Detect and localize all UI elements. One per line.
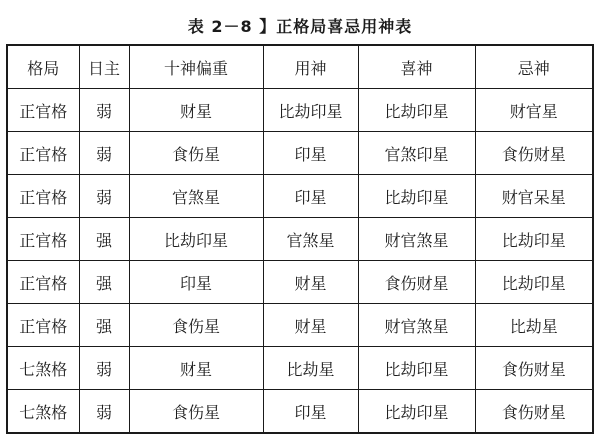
cell-day-master: 弱 bbox=[79, 347, 129, 390]
table-row bbox=[7, 261, 593, 304]
cell-pattern: 正官格 bbox=[7, 218, 79, 261]
cell-unfavorable-god: 食伤财星 bbox=[475, 390, 593, 434]
header-cell-ten-gods-bias: 十神偏重 bbox=[129, 45, 263, 89]
table-row bbox=[7, 347, 593, 390]
cell-useful-god: 财星 bbox=[263, 261, 358, 304]
cell-ten-gods-bias: 食伤星 bbox=[129, 304, 263, 347]
cell-ten-gods-bias: 财星 bbox=[129, 347, 263, 390]
cell-unfavorable-god: 比劫星 bbox=[475, 304, 593, 347]
cell-day-master: 强 bbox=[79, 304, 129, 347]
table-row bbox=[7, 175, 593, 218]
header-cell-favorable-god: 喜神 bbox=[358, 45, 475, 89]
table-row bbox=[7, 132, 593, 175]
table-row bbox=[7, 304, 593, 347]
cell-favorable-god: 比劫印星 bbox=[358, 347, 475, 390]
cell-day-master: 强 bbox=[79, 218, 129, 261]
cell-ten-gods-bias: 财星 bbox=[129, 89, 263, 132]
cell-unfavorable-god: 比劫印星 bbox=[475, 218, 593, 261]
cell-useful-god: 印星 bbox=[263, 132, 358, 175]
cell-ten-gods-bias: 比劫印星 bbox=[129, 218, 263, 261]
cell-favorable-god: 比劫印星 bbox=[358, 175, 475, 218]
cell-favorable-god: 财官煞星 bbox=[358, 218, 475, 261]
cell-favorable-god: 财官煞星 bbox=[358, 304, 475, 347]
header-row bbox=[7, 45, 593, 89]
table-row bbox=[7, 89, 593, 132]
cell-unfavorable-god: 食伤财星 bbox=[475, 347, 593, 390]
cell-useful-god: 印星 bbox=[263, 175, 358, 218]
table-caption: 表 2－8 】正格局喜忌用神表 bbox=[187, 17, 413, 36]
cell-unfavorable-god: 比劫印星 bbox=[475, 261, 593, 304]
cell-useful-god: 比劫印星 bbox=[263, 89, 358, 132]
pattern-table bbox=[6, 44, 594, 434]
table-row bbox=[7, 390, 593, 434]
cell-pattern: 正官格 bbox=[7, 304, 79, 347]
cell-ten-gods-bias: 官煞星 bbox=[129, 175, 263, 218]
cell-pattern: 正官格 bbox=[7, 132, 79, 175]
cell-pattern: 七煞格 bbox=[7, 347, 79, 390]
table-container bbox=[6, 44, 592, 434]
cell-ten-gods-bias: 食伤星 bbox=[129, 132, 263, 175]
cell-useful-god: 官煞星 bbox=[263, 218, 358, 261]
cell-favorable-god: 比劫印星 bbox=[358, 390, 475, 434]
cell-pattern: 七煞格 bbox=[7, 390, 79, 434]
cell-favorable-god: 比劫印星 bbox=[358, 89, 475, 132]
header-cell-unfavorable-god: 忌神 bbox=[475, 45, 593, 89]
cell-favorable-god: 食伤财星 bbox=[358, 261, 475, 304]
cell-useful-god: 印星 bbox=[263, 390, 358, 434]
header-cell-pattern: 格局 bbox=[7, 45, 79, 89]
cell-unfavorable-god: 财官呆星 bbox=[475, 175, 593, 218]
cell-ten-gods-bias: 印星 bbox=[129, 261, 263, 304]
cell-day-master: 强 bbox=[79, 261, 129, 304]
cell-day-master: 弱 bbox=[79, 89, 129, 132]
cell-pattern: 正官格 bbox=[7, 175, 79, 218]
cell-useful-god: 比劫星 bbox=[263, 347, 358, 390]
cell-pattern: 正官格 bbox=[7, 89, 79, 132]
table-row bbox=[7, 218, 593, 261]
cell-ten-gods-bias: 食伤星 bbox=[129, 390, 263, 434]
cell-useful-god: 财星 bbox=[263, 304, 358, 347]
header-cell-day-master: 日主 bbox=[79, 45, 129, 89]
cell-day-master: 弱 bbox=[79, 132, 129, 175]
table-header bbox=[7, 45, 593, 89]
header-cell-useful-god: 用神 bbox=[263, 45, 358, 89]
cell-day-master: 弱 bbox=[79, 390, 129, 434]
cell-unfavorable-god: 食伤财星 bbox=[475, 132, 593, 175]
cell-pattern: 正官格 bbox=[7, 261, 79, 304]
table-body bbox=[7, 89, 593, 434]
cell-unfavorable-god: 财官星 bbox=[475, 89, 593, 132]
cell-favorable-god: 官煞印星 bbox=[358, 132, 475, 175]
cell-day-master: 弱 bbox=[79, 175, 129, 218]
